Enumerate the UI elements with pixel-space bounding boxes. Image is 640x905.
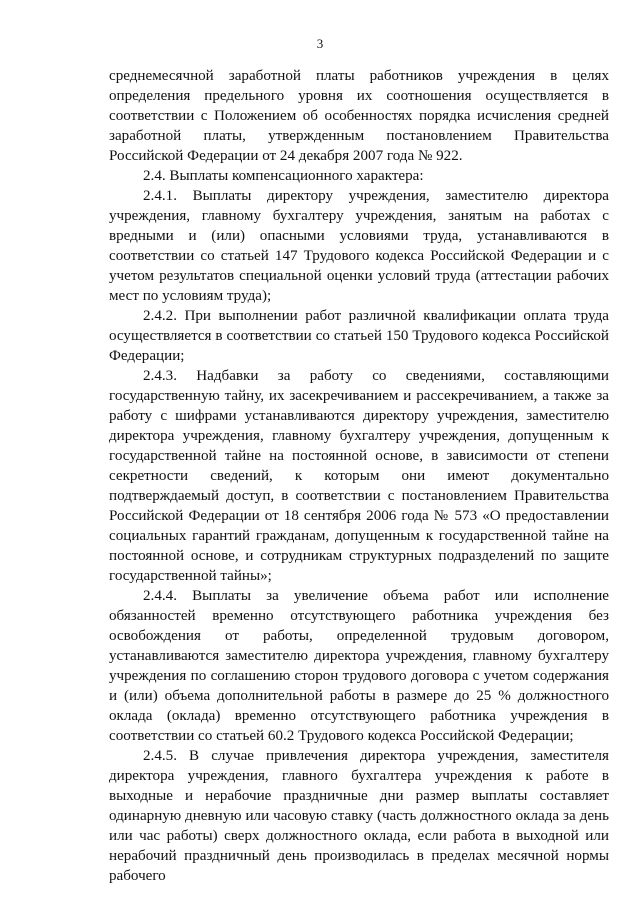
page-number: 3	[316, 36, 324, 51]
paragraph-continuation: среднемесячной заработной платы работников учреждения в целях определения предельного уровня их соотношения осуществляется в соответствии с Положением об особенностях порядка исчисления средней заработной платы, утвержденным постановлением Правительства Российской Федерации от 24 декабря 2007 года № 922.	[109, 68, 609, 164]
document-body	[109, 66, 609, 886]
paragraph-2-4: 2.4. Выплаты компенсационного характера:	[143, 168, 424, 184]
paragraph-2-4-3: 2.4.3. Надбавки за работу со сведениями, составляющими государственную тайну, их засекречиванием и рассекречиванием, а также за работу с шифрами устанавливаются директору учреждения, заместителю директора учреждения, главному бухгалтеру учреждения, допущенным к государственной тайне на постоянной основе, в зависимости от степени секретности сведений, к которым они имеют документально подтверждаемый доступ, в соответствии с постановлением Правительства Российской Федерации от 18 сентября 2006 года № 573 «О предоставлении социальных гарантий гражданам, допущенным к государственной тайне на постоянной основе, и сотрудникам структурных подразделений по защите государственной тайны»;	[109, 368, 609, 584]
paragraph-2-4-2: 2.4.2. При выполнении работ различной квалификации оплата труда осуществляется в соответствии со статьей 150 Трудового кодекса Российской Федерации;	[109, 308, 609, 364]
paragraph-2-4-1: 2.4.1. Выплаты директору учреждения, заместителю директора учреждения, главному бухгалтеру учреждения, занятым на работах с вредными и (или) опасными условиями труда, устанавливаются в соответствии со статьей 147 Трудового кодекса Российской Федерации и с учетом результатов специальной оценки условий труда (аттестации рабочих мест по условиям труда);	[109, 188, 609, 304]
paragraph-2-4-5: 2.4.5. В случае привлечения директора учреждения, заместителя директора учреждения, главного бухгалтера учреждения к работе в выходные и нерабочие праздничные дни размер выплаты составляет одинарную дневную или часовую ставку (часть должностного оклада за день или час работы) сверх должностного оклада, если работа в выходной или нерабочий праздничный день производилась в пределах месячной нормы рабочего	[109, 748, 609, 884]
paragraph-2-4-4: 2.4.4. Выплаты за увеличение объема работ или исполнение обязанностей временно отсутствующего работника учреждения без освобождения от работы, определенной трудовым договором, устанавливаются заместителю директора учреждения, главному бухгалтеру учреждения по соглашению сторон трудового договора с учетом содержания и (или) объема дополнительной работы в размере до 25 % должностного оклада (оклада) временно отсутствующего работника учреждения в соответствии со статьей 60.2 Трудового кодекса Российской Федерации;	[109, 588, 609, 744]
